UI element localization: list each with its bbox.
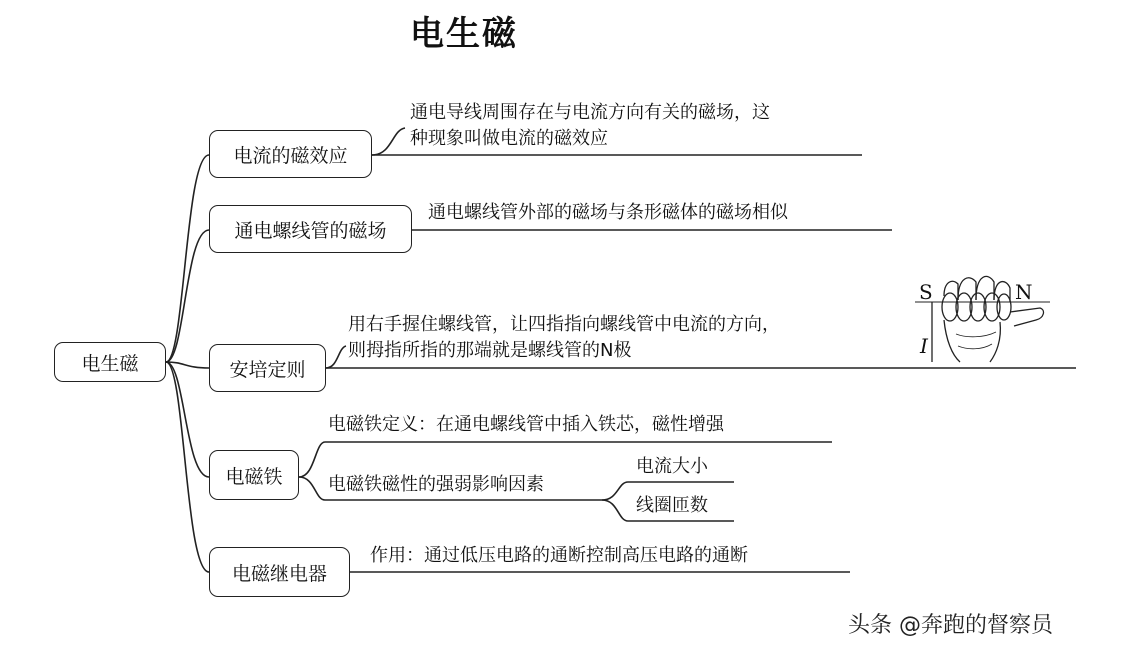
- branch-label: 安培定则: [229, 358, 306, 381]
- connector-branch-1-text: [372, 128, 405, 155]
- branch-label: 电磁继电器: [231, 562, 327, 585]
- connector-branch-4-def: [299, 442, 325, 477]
- figure-label-n: N: [1015, 280, 1033, 304]
- connector-branch-5: [166, 362, 209, 572]
- factor-coil-turns: 线圈匝数: [636, 495, 708, 516]
- branch-node-relay: [209, 547, 350, 597]
- watermark: 头条 @奔跑的督察员: [848, 613, 1053, 638]
- root-node: [54, 342, 166, 382]
- branch-2-text: 通电螺线管外部的磁场与条形磁体的磁场相似: [428, 202, 788, 223]
- factor-current: 电流大小: [636, 456, 708, 477]
- root-node-label: 电生磁: [81, 352, 139, 375]
- branch-4-definition: 电磁铁定义：在通电螺线管中插入铁芯，磁性增强: [328, 414, 724, 435]
- branch-node-ampere-rule: [209, 344, 326, 392]
- page-title: 电生磁: [410, 14, 518, 54]
- branch-4-factors-label: 电磁铁磁性的强弱影响因素: [328, 474, 544, 495]
- connector-branch-4: [166, 362, 209, 477]
- connector-branch-1: [166, 155, 209, 362]
- branch-5-text: 作用：通过低压电路的通断控制高压电路的通断: [370, 545, 748, 566]
- branch-3-text-line-2: 则拇指所指的那端就是螺线管的N极: [348, 340, 632, 361]
- connector-factor-2: [602, 500, 628, 521]
- figure-label-i: I: [920, 334, 928, 358]
- branch-3-text-line-1: 用右手握住螺线管，让四指指向螺线管中电流的方向，: [348, 314, 780, 335]
- branch-label: 通电螺线管的磁场: [234, 219, 387, 242]
- branch-1-text-line-1: 通电导线周围存在与电流方向有关的磁场，这: [410, 102, 770, 123]
- branch-node-electromagnet: [209, 450, 299, 500]
- connector-factor-1: [602, 482, 628, 500]
- branch-node-magnetic-effect: [209, 130, 372, 178]
- branch-1-text-line-2: 种现象叫做电流的磁效应: [410, 128, 608, 149]
- connector-branch-2: [166, 230, 209, 362]
- branch-label: 电磁铁: [225, 465, 283, 488]
- figure-label-s: S: [919, 280, 933, 304]
- branch-label: 电流的磁效应: [233, 144, 348, 167]
- branch-node-solenoid-field: [209, 205, 412, 253]
- connector-branch-4-factors: [299, 477, 325, 500]
- connector-branch-3-text: [326, 346, 346, 368]
